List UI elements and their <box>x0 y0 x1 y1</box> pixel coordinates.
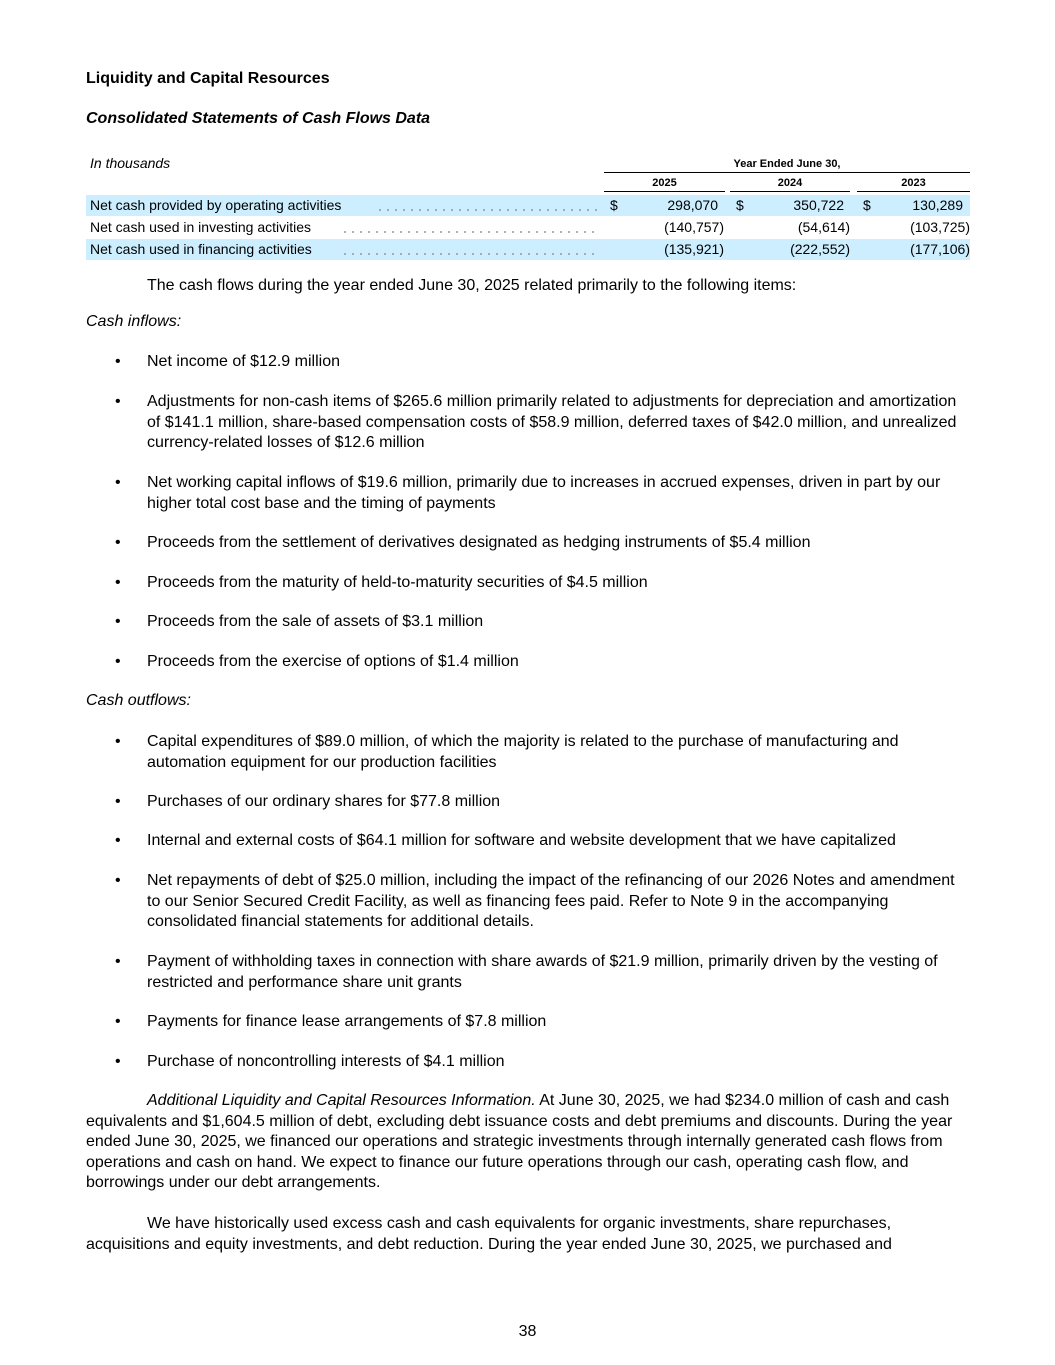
table-row <box>86 195 970 216</box>
currency-symbol: $ <box>736 197 744 213</box>
cell-value: 350,722 <box>793 197 844 213</box>
list-item-text: Proceeds from the exercise of options of $1.4 million <box>147 653 519 670</box>
additional-info-paragraph <box>86 1091 970 1194</box>
list-item-text: Proceeds from the maturity of held-to-maturity securities of $4.5 million <box>147 574 648 591</box>
leader-dots <box>376 200 600 212</box>
list-item-text: Capital expenditures of $89.0 million, of which the majority is related to the purchase of manufacturing and automation equipment for our production facilities <box>147 733 899 771</box>
section-heading: Liquidity and Capital Resources <box>86 70 330 87</box>
list-item-text: Adjustments for non-cash items of $265.6 million primarily related to adjustments for depreciation and amortization of $141.1 million, share-based compensation costs of $58.9 million, deferred taxes of $42.0 million, and unrealized currency-related losses of $12.6 million <box>147 393 957 451</box>
currency-symbol: $ <box>863 197 871 213</box>
cell-value: 298,070 <box>667 197 718 213</box>
year-header: 2024 <box>730 177 850 192</box>
leader-dots <box>341 244 600 256</box>
cell-value: (222,552) <box>790 241 850 257</box>
list-item-text: Purchase of noncontrolling interests of $4.1 million <box>147 1053 505 1070</box>
table-units: In thousands <box>90 155 171 171</box>
year-header: 2025 <box>604 177 725 192</box>
row-label: Net cash provided by operating activities <box>90 197 342 213</box>
list-item-text: Proceeds from the sale of assets of $3.1 million <box>147 613 484 630</box>
row-label: Net cash used in investing activities <box>90 219 311 235</box>
leader-dots <box>341 222 600 234</box>
outflows-heading: Cash outflows: <box>86 692 191 709</box>
cell-value: (54,614) <box>797 219 850 235</box>
year-header: 2023 <box>857 177 970 192</box>
table-row <box>86 217 970 238</box>
cell-value: (103,725) <box>910 219 970 235</box>
row-label: Net cash used in financing activities <box>90 241 312 257</box>
list-item-text: Net income of $12.9 million <box>147 353 340 370</box>
period-header: Year Ended June 30, <box>604 158 970 173</box>
list-item-text: Internal and external costs of $64.1 million for software and website development that we have capitalized <box>147 832 896 849</box>
list-item-text: Net working capital inflows of $19.6 million, primarily due to increases in accrued expenses, driven in part by our higher total cost base and the timing of payments <box>147 474 941 512</box>
list-item-text: Payments for finance lease arrangements of $7.8 million <box>147 1013 547 1030</box>
cell-value: (135,921) <box>664 241 724 257</box>
additional-info-text: At June 30, 2025, we had $234.0 million of cash and cash equivalents and $1,604.5 million of debt, excluding debt issuance costs and debt premiums and discounts. During the year ended June 30, 2025, we financed our operations and strategic investments through internally generated cash flows from operations and cash on hand. We expect to finance our future operations through our cash, operating cash flow, and borrowings under our debt arrangements. <box>86 1092 953 1191</box>
additional-info-title: Additional Liquidity and Capital Resources Information. <box>147 1092 536 1109</box>
cell-value: 130,289 <box>912 197 963 213</box>
historical-paragraph: We have historically used excess cash and cash equivalents for organic investments, share repurchases, acquisitions and equity investments, and debt reduction. During the year ended June 30, 2025, we purchased and <box>86 1215 892 1253</box>
cell-value: (177,106) <box>910 241 970 257</box>
intro-paragraph: The cash flows during the year ended June 30, 2025 related primarily to the following items: <box>147 277 797 294</box>
list-item-text: Payment of withholding taxes in connection with share awards of $21.9 million, primarily driven by the vesting of restricted and performance share unit grants <box>147 953 938 991</box>
table-title: Consolidated Statements of Cash Flows Data <box>86 110 431 127</box>
currency-symbol: $ <box>610 197 618 213</box>
table-row <box>86 239 970 260</box>
cell-value: (140,757) <box>664 219 724 235</box>
inflows-heading: Cash inflows: <box>86 313 182 330</box>
list-item-text: Proceeds from the settlement of derivatives designated as hedging instruments of $5.4 million <box>147 534 811 551</box>
list-item-text: Purchases of our ordinary shares for $77.8 million <box>147 793 501 810</box>
list-item-text: Net repayments of debt of $25.0 million, including the impact of the refinancing of our 2026 Notes and amendment to our Senior Secured Credit Facility, as well as financing fees paid. Refer to Note 9 in the accompanying consolidated financial statements for additional details. <box>147 872 955 930</box>
page-number: 38 <box>518 1323 537 1340</box>
